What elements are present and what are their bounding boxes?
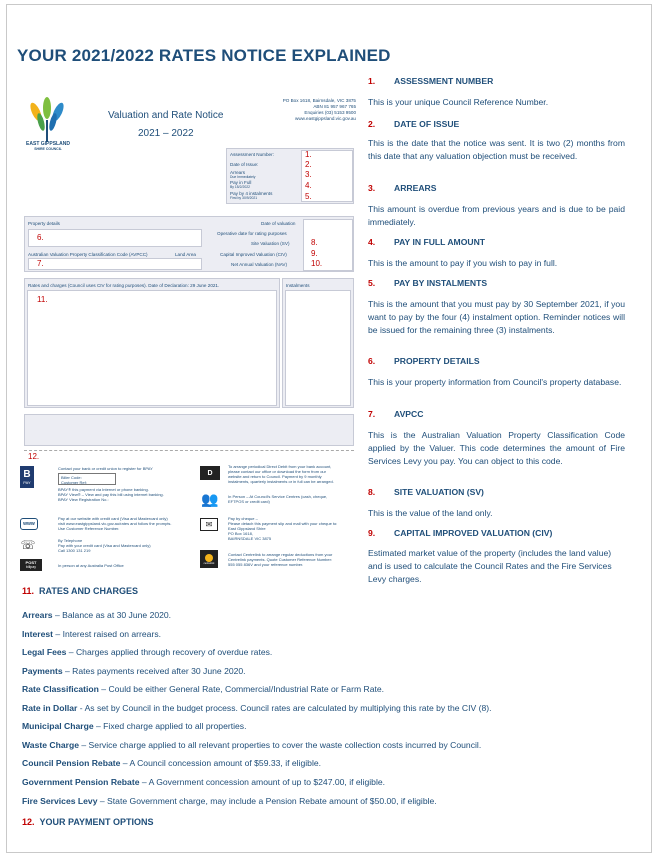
bpay-info: Contact your bank or credit union to register for BPAY Biller Code: Customer Ref: BPAY® this payment via Internet or phone banking. BPAY View® – View and pay this bill using internet banking. BPAY View Registration No.:	[58, 466, 164, 502]
text-date-of-issue: This is the date that the notice was sent. It is two (2) months from this date that any valuation objection must be received.	[368, 138, 625, 161]
heading-civ: 9. CAPITAL IMPROVED VALUATION (CIV)	[368, 528, 553, 538]
direct-debit-icon: D	[200, 466, 220, 480]
instalments-field	[285, 290, 351, 406]
heading-arrears: 3. ARREARS	[368, 183, 437, 193]
heading-pay-in-full: 4. PAY IN FULL AMOUNT	[368, 237, 486, 247]
web-icon: www	[20, 518, 38, 530]
rate-item-council-pension-rebate: Council Pension Rebate – A Council concession amount of $59.33, if eligible.	[22, 758, 322, 768]
heading-avpcc: 7. AVPCC	[368, 409, 424, 419]
text-arrears: This amount is overdue from previous years and is due to be paid immediately.	[368, 204, 625, 227]
marker-2: 2.	[305, 160, 312, 169]
marker-4: 4.	[305, 181, 312, 190]
rate-item-fire-services-levy: Fire Services Levy – State Government charge, may include a Pension Rebate amount of $50.00, if eligible.	[22, 796, 437, 806]
post-pay-info: In person at any Australia Post Office	[58, 563, 124, 568]
notice-footer-box	[24, 414, 354, 446]
marker-7: 7.	[37, 259, 44, 268]
rate-item-rate-classification: Rate Classification – Could be either General Rate, Commercial/Industrial Rate or Farm Rate.	[22, 684, 385, 694]
rate-item-government-pension-rebate: Government Pension Rebate – A Government concession amount of up to $247.00, if eligible.	[22, 777, 386, 787]
notice-years: 2021 – 2022	[138, 128, 194, 139]
text-avpcc: This is the Australian Valuation Property Classification Code applied by the Valuer. This code determines the amount of Fire Services Levy you pay. You can object to this code.	[368, 430, 625, 466]
text-pay-in-full: This is the amount to pay if you wish to pay in full.	[368, 258, 558, 268]
rate-item-waste-charge: Waste Charge – Service charge applied to all relevant properties to cover the waste collection costs incurred by Council.	[22, 740, 482, 750]
marker-10: 10.	[311, 259, 323, 268]
marker-8: 8.	[311, 238, 318, 247]
avpcc-field	[28, 258, 202, 270]
page-title: YOUR 2021/2022 RATES NOTICE EXPLAINED	[17, 46, 391, 65]
property-details-field	[28, 229, 202, 247]
heading-property-details: 6. PROPERTY DETAILS	[368, 356, 480, 366]
phone-icon: ☏	[20, 538, 36, 552]
marker-5: 5.	[305, 192, 312, 201]
heading-site-valuation: 8. SITE VALUATION (SV)	[368, 487, 484, 497]
rate-item-municipal-charge: Municipal Charge – Fixed charge applied to all properties.	[22, 721, 247, 731]
centrelink-info: Contact Centrelink to arrange regular deductions from your Centrelink payments. Quote Customer Reference Number: 555 055 836V and your reference number.	[228, 552, 333, 567]
rate-item-legal-fees: Legal Fees – Charges applied through recovery of overdue rates.	[22, 647, 273, 657]
mail-icon: ✉	[200, 518, 218, 531]
notice-heading: Valuation and Rate Notice	[108, 110, 224, 121]
text-property-details: This is your property information from Council's property database.	[368, 377, 622, 387]
heading-assessment-number: 1. ASSESSMENT NUMBER	[368, 76, 494, 86]
in-person-icon: 👥	[201, 490, 219, 507]
centrelink-icon: centrelink	[200, 550, 218, 568]
instalments-box: Instalments	[282, 278, 354, 408]
rates-charges-box: Rates and charges (Council uses CIV for rating purposes). Date of Declaration: 29 June 2021. 11.	[24, 278, 280, 408]
text-assessment-number: This is your unique Council Reference Number.	[368, 97, 549, 107]
assessment-summary-box: Assessment Number: Date of Issue: Arrears Due Immediately Pay in Full By 15/2/2022 Pay by 4 instalments First by 30/9/2021 1. 2. 3. 4. 5.	[226, 148, 354, 204]
phone-pay-info: By Telephone Pay with your credit card (Visa and Mastercard only) Call 1300 131 219	[58, 538, 151, 553]
tear-line	[24, 450, 354, 451]
payment-options-heading: 12. YOUR PAYMENT OPTIONS	[22, 817, 154, 827]
direct-debit-info: To arrange periodical Direct Debit from your bank account, please contact our office or download the form from our website and return to Council. Payment by 9 monthly instalments, quarterly instalments or in full can be arranged.	[228, 464, 334, 484]
council-address: PO Box 1618, Bairnsdale, VIC 3875 ABN 81 957 967 765 Enquiries (03) 5153 9500 www.eastgippsland.vic.gov.au	[282, 98, 356, 121]
council-logo-text: EAST GIPPSLAND SHIRE COUNCIL	[26, 141, 70, 151]
heading-date-of-issue: 2. DATE OF ISSUE	[368, 119, 460, 129]
web-pay-info: Pay at our website with credit card (Visa and Mastercard only) visit www.eastgippsland.vic.gov.au/rates and follow the prompts. Use Customer Reference Number.	[58, 516, 172, 531]
mail-pay-info: Pay by cheque – Please detach this payment slip and mail with your cheque to: East Gippsland Shire PO Box 1618, BAIRNSDALE VIC 3875	[228, 516, 338, 541]
marker-6: 6.	[37, 233, 44, 242]
text-site-valuation: This is the value of the land only.	[368, 508, 493, 518]
rates-charges-field	[27, 290, 277, 406]
property-details-box: Property details 6. Australian Valuation Property Classification Code (AVPCC) Land Area 7. Date of valuation Operative date for rating purposes Site Valuation (SV) Capital Improved Valuation (CIV) Net Annual Valuation (NAV) 8. 9. 10.	[24, 216, 354, 272]
rate-notice-sample	[20, 92, 356, 461]
in-person-info: In Person – At Council's Service Centres (cash, cheque, EFTPOS or credit card)	[228, 494, 328, 504]
rates-charges-heading: 11. RATES AND CHARGES	[22, 586, 139, 596]
post-billpay-icon: POST billpay	[20, 559, 42, 571]
rate-item-interest: Interest – Interest raised on arrears.	[22, 629, 161, 639]
heading-pay-by-instalments: 5. PAY BY INSTALMENTS	[368, 278, 488, 288]
marker-3: 3.	[305, 170, 312, 179]
text-civ: Estimated market value of the property (includes the land value) and is used to calculate the Council Rates and the Fire Services Levy charges.	[368, 548, 612, 584]
text-pay-by-instalments: This is the amount that you must pay by 30 September 2021, if you want to pay by the four (4) instalment option. Reminder notices will be issued for the remaining three (3) instalments.	[368, 299, 625, 335]
rate-item-arrears: Arrears – Balance as at 30 June 2020.	[22, 610, 172, 620]
marker-11: 11.	[37, 295, 48, 304]
bpay-icon: B PAY	[20, 466, 34, 488]
marker-9: 9.	[311, 249, 318, 258]
marker-1: 1.	[305, 150, 312, 159]
marker-12: 12.	[28, 452, 40, 461]
rate-item-payments: Payments – Rates payments received after 30 June 2020.	[22, 666, 246, 676]
rate-item-rate-in-dollar: Rate in Dollar - As set by Council in the budget process. Council rates are calculated by multiplying this rate by the CIV (8).	[22, 703, 492, 713]
